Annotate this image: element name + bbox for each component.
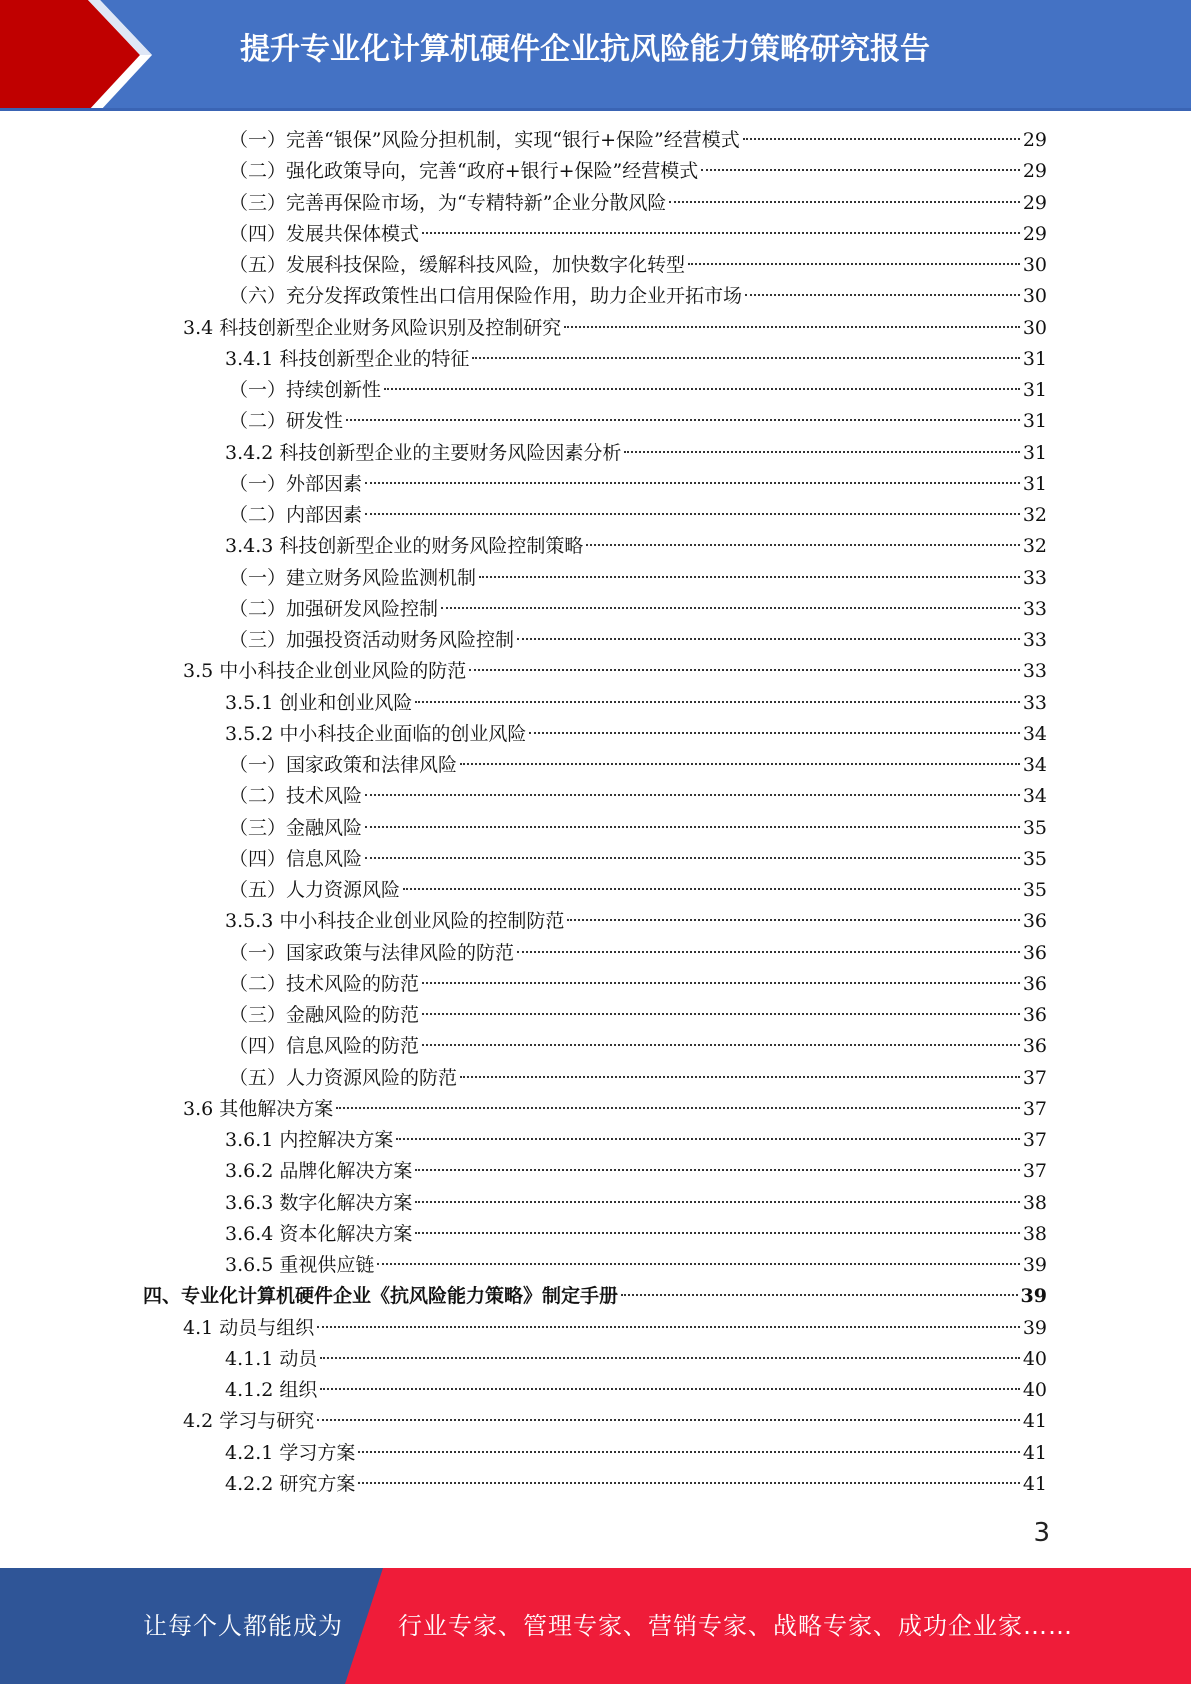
toc-dot-leader <box>358 1482 1019 1484</box>
toc-entry[interactable] <box>229 219 1047 250</box>
toc-entry-page: 36 <box>1022 910 1047 932</box>
toc-entry-label: 4.1.1 动员 <box>225 1348 318 1370</box>
toc-entry[interactable] <box>229 500 1047 531</box>
toc-dot-leader <box>403 888 1020 890</box>
toc-entry-page: 29 <box>1022 192 1047 214</box>
toc-entry[interactable] <box>229 969 1047 1000</box>
toc-entry-page: 33 <box>1022 598 1047 620</box>
toc-dot-leader <box>469 669 1020 671</box>
toc-dot-leader <box>422 232 1020 234</box>
page-header <box>0 0 1191 111</box>
toc-entry-label: （二）技术风险的防范 <box>229 973 420 995</box>
toc-entry-label: （四）信息风险 <box>229 848 363 870</box>
toc-entry-page: 31 <box>1022 348 1047 370</box>
toc-entry-page: 31 <box>1022 410 1047 432</box>
toc-entry-label: 四、专业化计算机硬件企业《抗风险能力策略》制定手册 <box>143 1285 619 1307</box>
toc-entry-page: 34 <box>1022 754 1047 776</box>
toc-entry-page: 29 <box>1022 223 1047 245</box>
toc-entry-label: （一）建立财务风险监测机制 <box>229 567 477 589</box>
toc-entry-page: 30 <box>1022 285 1047 307</box>
toc-dot-leader <box>358 1451 1019 1453</box>
toc-entry-label: 3.4.1 科技创新型企业的特征 <box>225 348 470 370</box>
toc-entry-label: 4.2.1 学习方案 <box>225 1442 356 1464</box>
toc-dot-leader <box>365 794 1020 796</box>
toc-entry-label: （五）人力资源风险的防范 <box>229 1067 458 1089</box>
toc-entry[interactable] <box>229 188 1047 219</box>
toc-dot-leader <box>415 1201 1019 1203</box>
toc-entry[interactable] <box>183 313 1047 344</box>
toc-entry[interactable] <box>229 406 1047 437</box>
toc-dot-leader <box>586 544 1019 546</box>
toc-dot-leader <box>517 638 1020 640</box>
toc-entry-page: 30 <box>1022 254 1047 276</box>
page-footer <box>0 1568 1191 1684</box>
toc-entry-page: 33 <box>1022 660 1047 682</box>
header-divider <box>0 108 1191 111</box>
toc-dot-leader <box>422 1044 1020 1046</box>
toc-dot-leader <box>317 1326 1020 1328</box>
toc-entry-page: 31 <box>1022 379 1047 401</box>
toc-dot-leader <box>743 138 1020 140</box>
toc-entry-page: 39 <box>1022 1317 1047 1339</box>
toc-entry-page: 33 <box>1022 629 1047 651</box>
toc-entry[interactable] <box>225 1375 1047 1406</box>
toc-entry-label: 3.6.3 数字化解决方案 <box>225 1192 413 1214</box>
toc-entry[interactable] <box>229 281 1047 312</box>
toc-entry-page: 39 <box>1020 1285 1047 1307</box>
toc-entry-page: 41 <box>1022 1442 1047 1464</box>
toc-entry-page: 37 <box>1022 1160 1047 1182</box>
toc-entry-label: 3.4 科技创新型企业财务风险识别及控制研究 <box>183 317 562 339</box>
toc-entry-label: 3.6.5 重视供应链 <box>225 1254 375 1276</box>
toc-dot-leader <box>377 1263 1019 1265</box>
toc-entry[interactable] <box>225 1188 1047 1219</box>
toc-entry[interactable] <box>225 1219 1047 1250</box>
toc-dot-leader <box>320 1388 1019 1390</box>
toc-entry-page: 40 <box>1022 1348 1047 1370</box>
toc-dot-leader <box>365 857 1020 859</box>
toc-dot-leader <box>336 1107 1020 1109</box>
toc-dot-leader <box>317 1419 1020 1421</box>
header-chevron-icon <box>0 0 160 111</box>
toc-entry-page: 38 <box>1022 1192 1047 1214</box>
toc-dot-leader <box>701 169 1020 171</box>
toc-entry[interactable] <box>229 938 1047 969</box>
toc-entry-label: （二）加强研发风险控制 <box>229 598 439 620</box>
toc-dot-leader <box>624 451 1019 453</box>
toc-entry-label: （一）持续创新性 <box>229 379 382 401</box>
toc-entry[interactable] <box>183 1406 1047 1437</box>
toc-dot-leader <box>346 419 1020 421</box>
toc-dot-leader <box>415 701 1019 703</box>
toc-entry[interactable] <box>229 813 1047 844</box>
toc-entry-label: 3.6.2 品牌化解决方案 <box>225 1160 413 1182</box>
toc-entry[interactable] <box>229 750 1047 781</box>
toc-entry-label: （五）发展科技保险，缓解科技风险，加快数字化转型 <box>229 254 686 276</box>
document-title: 提升专业化计算机硬件企业抗风险能力策略研究报告 <box>240 32 930 67</box>
toc-dot-leader <box>415 1169 1019 1171</box>
toc-dot-leader <box>365 826 1020 828</box>
footer-slogan-left: 让每个人都能成为 <box>143 1612 343 1640</box>
toc-entry-page: 35 <box>1022 879 1047 901</box>
toc-entry[interactable] <box>183 1094 1047 1125</box>
toc-entry-page: 36 <box>1022 973 1047 995</box>
toc-entry-page: 33 <box>1022 692 1047 714</box>
toc-entry-label: （一）完善“银保”风险分担机制，实现“银行+保险”经营模式 <box>229 129 740 151</box>
toc-entry[interactable] <box>225 1250 1047 1281</box>
toc-entry-label: （三）加强投资活动财务风险控制 <box>229 629 515 651</box>
toc-entry[interactable] <box>225 1438 1047 1469</box>
toc-entry-page: 31 <box>1022 473 1047 495</box>
toc-entry-page: 34 <box>1022 785 1047 807</box>
toc-entry-label: 4.1 动员与组织 <box>183 1317 315 1339</box>
toc-entry[interactable] <box>229 875 1047 906</box>
toc-dot-leader <box>384 388 1020 390</box>
footer-slogan-right: 行业专家、管理专家、营销专家、战略专家、成功企业家…… <box>398 1612 1073 1640</box>
toc-entry-label: （二）技术风险 <box>229 785 363 807</box>
toc-entry[interactable] <box>229 1063 1047 1094</box>
toc-entry-page: 36 <box>1022 1035 1047 1057</box>
toc-entry-page: 39 <box>1022 1254 1047 1276</box>
toc-entry-page: 34 <box>1022 723 1047 745</box>
toc-entry[interactable] <box>225 1344 1047 1375</box>
toc-entry-label: 4.2.2 研究方案 <box>225 1473 356 1495</box>
toc-entry-label: 4.2 学习与研究 <box>183 1410 315 1432</box>
toc-entry-page: 30 <box>1022 317 1047 339</box>
toc-entry-label: （二）内部因素 <box>229 504 363 526</box>
toc-entry-label: 3.6.1 内控解决方案 <box>225 1129 394 1151</box>
toc-entry-label: 4.1.2 组织 <box>225 1379 318 1401</box>
toc-dot-leader <box>564 326 1020 328</box>
toc-entry-page: 41 <box>1022 1410 1047 1432</box>
toc-dot-leader <box>472 357 1019 359</box>
toc-entry[interactable] <box>225 438 1047 469</box>
toc-entry-label: （一）国家政策与法律风险的防范 <box>229 942 515 964</box>
toc-entry-page: 33 <box>1022 567 1047 589</box>
toc-entry-label: 3.6.4 资本化解决方案 <box>225 1223 413 1245</box>
toc-entry-label: （六）充分发挥政策性出口信用保险作用，助力企业开拓市场 <box>229 285 743 307</box>
toc-entry[interactable] <box>143 1281 1047 1312</box>
toc-entry[interactable] <box>229 1031 1047 1062</box>
toc-entry-page: 37 <box>1022 1067 1047 1089</box>
toc-entry-label: （五）人力资源风险 <box>229 879 401 901</box>
toc-dot-leader <box>415 1232 1019 1234</box>
toc-entry-label: （二）研发性 <box>229 410 344 432</box>
toc-entry-page: 38 <box>1022 1223 1047 1245</box>
toc-entry[interactable] <box>225 719 1047 750</box>
toc-entry[interactable] <box>225 906 1047 937</box>
toc-entry-label: （一）国家政策和法律风险 <box>229 754 458 776</box>
toc-entry-label: （三）金融风险的防范 <box>229 1004 420 1026</box>
toc-dot-leader <box>422 982 1020 984</box>
toc-dot-leader <box>621 1294 1018 1296</box>
toc-entry-page: 36 <box>1022 942 1047 964</box>
toc-dot-leader <box>745 294 1020 296</box>
toc-entry-page: 32 <box>1022 504 1047 526</box>
toc-entry[interactable] <box>225 688 1047 719</box>
toc-dot-leader <box>396 1138 1019 1140</box>
toc-entry[interactable] <box>229 125 1047 156</box>
toc-entry[interactable] <box>225 1469 1047 1500</box>
toc-entry-page: 37 <box>1022 1098 1047 1120</box>
toc-entry[interactable] <box>225 344 1047 375</box>
toc-dot-leader <box>460 763 1020 765</box>
toc-entry[interactable] <box>229 469 1047 500</box>
toc-dot-leader <box>422 1013 1020 1015</box>
toc-entry[interactable] <box>225 531 1047 562</box>
toc-entry[interactable] <box>229 781 1047 812</box>
page-number: 3 <box>1033 1518 1050 1548</box>
toc-dot-leader <box>529 732 1019 734</box>
toc-dot-leader <box>460 1076 1020 1078</box>
toc-entry-page: 29 <box>1022 160 1047 182</box>
toc-entry-label: （四）发展共保体模式 <box>229 223 420 245</box>
toc-dot-leader <box>441 607 1020 609</box>
toc-entry[interactable] <box>229 250 1047 281</box>
toc-entry-label: （三）金融风险 <box>229 817 363 839</box>
toc-entry[interactable] <box>183 1313 1047 1344</box>
toc-entry-label: （四）信息风险的防范 <box>229 1035 420 1057</box>
toc-entry[interactable] <box>229 156 1047 187</box>
toc-entry-label: 3.4.2 科技创新型企业的主要财务风险因素分析 <box>225 442 622 464</box>
toc-dot-leader <box>365 513 1020 515</box>
toc-dot-leader <box>365 482 1020 484</box>
toc-dot-leader <box>320 1357 1019 1359</box>
toc-entry[interactable] <box>225 1156 1047 1187</box>
toc-entry-label: 3.5 中小科技企业创业风险的防范 <box>183 660 467 682</box>
toc-entry-page: 41 <box>1022 1473 1047 1495</box>
toc-entry-label: 3.5.1 创业和创业风险 <box>225 692 413 714</box>
toc-entry[interactable] <box>229 563 1047 594</box>
toc-entry-page: 35 <box>1022 848 1047 870</box>
toc-dot-leader <box>517 951 1020 953</box>
toc-dot-leader <box>688 263 1020 265</box>
toc-dot-leader <box>669 201 1019 203</box>
toc-entry-label: （一）外部因素 <box>229 473 363 495</box>
toc-entry-page: 40 <box>1022 1379 1047 1401</box>
toc-entry-label: 3.5.2 中小科技企业面临的创业风险 <box>225 723 527 745</box>
toc-entry[interactable] <box>229 625 1047 656</box>
toc-entry-page: 35 <box>1022 817 1047 839</box>
toc-entry-page: 37 <box>1022 1129 1047 1151</box>
toc-entry[interactable] <box>183 656 1047 687</box>
toc-entry-label: （三）完善再保险市场，为“专精特新”企业分散风险 <box>229 192 667 214</box>
toc-entry-page: 29 <box>1022 129 1047 151</box>
toc-entry[interactable] <box>229 844 1047 875</box>
toc-entry[interactable] <box>229 375 1047 406</box>
toc-entry-label: 3.6 其他解决方案 <box>183 1098 334 1120</box>
toc-entry-label: 3.5.3 中小科技企业创业风险的控制防范 <box>225 910 565 932</box>
toc-entry-page: 36 <box>1022 1004 1047 1026</box>
toc-entry-page: 32 <box>1022 535 1047 557</box>
toc-entry-label: （二）强化政策导向，完善“政府+银行+保险”经营模式 <box>229 160 699 182</box>
toc-dot-leader <box>479 576 1020 578</box>
toc-entry[interactable] <box>229 1000 1047 1031</box>
toc-entry[interactable] <box>229 594 1047 625</box>
toc-entry-page: 31 <box>1022 442 1047 464</box>
toc-entry[interactable] <box>225 1125 1047 1156</box>
toc-dot-leader <box>567 919 1019 921</box>
toc-entry-label: 3.4.3 科技创新型企业的财务风险控制策略 <box>225 535 584 557</box>
